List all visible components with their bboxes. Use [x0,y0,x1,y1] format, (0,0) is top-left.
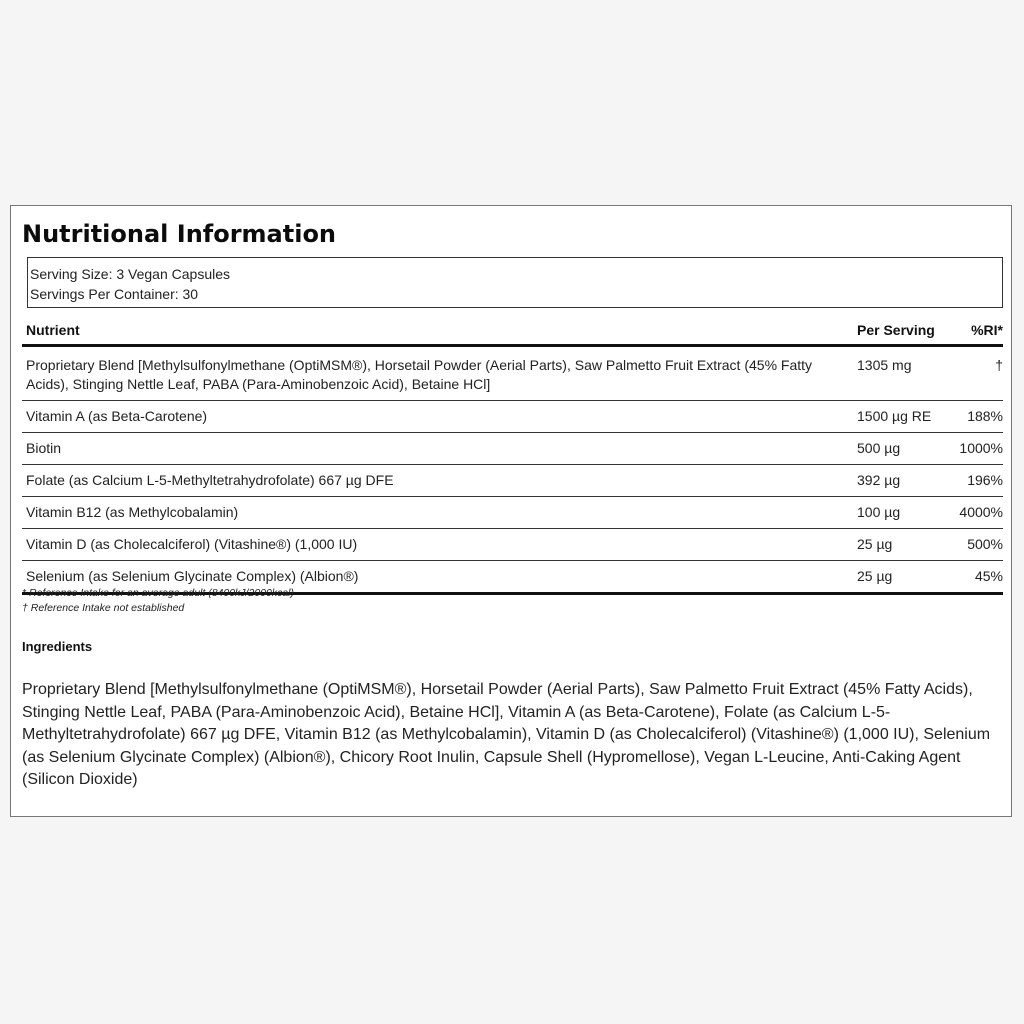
footnotes [22,586,294,616]
table-row [22,433,1003,465]
ri-value: 4000% [949,497,1003,529]
column-header-nutrient: Nutrient [22,317,857,346]
per-serving-value: 100 µg [857,497,949,529]
per-serving-value: 25 µg [857,561,949,594]
per-serving-value: 25 µg [857,529,949,561]
nutrient-name: Biotin [22,433,857,465]
column-header-ri: %RI* [949,317,1003,346]
nutrient-name: Vitamin D (as Cholecalciferol) (Vitashine®) (1,000 IU) [22,529,857,561]
serving-info-box [27,257,1003,308]
table-row [22,497,1003,529]
footnote-not-established: † Reference Intake not established [22,602,185,614]
nutrient-name: Vitamin B12 (as Methylcobalamin) [22,497,857,529]
table-row [22,401,1003,433]
nutrition-panel [10,205,1012,817]
servings-per-container: Servings Per Container: 30 [30,286,199,302]
ingredients-text: Proprietary Blend [Methylsulfonylmethane (OptiMSM®), Horsetail Powder (Aerial Parts), Saw Palmetto Fruit Extract (45% Fatty Acids), Stinging Nettle Leaf, PABA (Para-Aminobenzoic Acid), Betaine HCl], Vitamin A (as Beta-Carotene), Folate (as Calcium L-5-Methyltetrahydrofolate) 667 µg DFE, Vitamin B12 (as Methylcobalamin), Vitamin D (as Cholecalciferol) (Vitashine®) (1,000 IU), Selenium (as Selenium Glycinate Complex) (Albion®), Chicory Root Inulin, Capsule Shell (Hypromellose), Vegan L-Leucine, Anti-Caking Agent (Silicon Dioxide) [22,681,991,788]
table-header-row [22,317,1003,346]
ingredients-heading: Ingredients [22,639,93,654]
nutrition-table [22,317,1003,595]
nutrient-name: Selenium (as Selenium Glycinate Complex) (Albion®) [22,561,857,594]
per-serving-value: 392 µg [857,465,949,497]
table-row [22,529,1003,561]
nutrient-name: Vitamin A (as Beta-Carotene) [22,401,857,433]
per-serving-value: 1305 mg [857,346,949,401]
ri-value: 45% [949,561,1003,594]
table-row [22,346,1003,401]
serving-size: Serving Size: 3 Vegan Capsules [30,266,231,282]
page-title: Nutritional Information [22,220,337,248]
per-serving-value: 1500 µg RE [857,401,949,433]
ri-value: 188% [949,401,1003,433]
table-row [22,465,1003,497]
ri-value: 196% [949,465,1003,497]
ri-value: 1000% [949,433,1003,465]
footnote-reference-intake: * Reference Intake for an average adult (8400kJ/2000kcal) [22,587,295,599]
ri-value: † [949,346,1003,401]
per-serving-value: 500 µg [857,433,949,465]
nutrient-name: Proprietary Blend [Methylsulfonylmethane (OptiMSM®), Horsetail Powder (Aerial Parts), Saw Palmetto Fruit Extract (45% Fatty Acids), Stinging Nettle Leaf, PABA (Para-Aminobenzoic Acid), Betaine HCl] [22,346,857,401]
nutrient-name: Folate (as Calcium L-5-Methyltetrahydrofolate) 667 µg DFE [22,465,857,497]
ri-value: 500% [949,529,1003,561]
column-header-per-serving: Per Serving [857,317,949,346]
